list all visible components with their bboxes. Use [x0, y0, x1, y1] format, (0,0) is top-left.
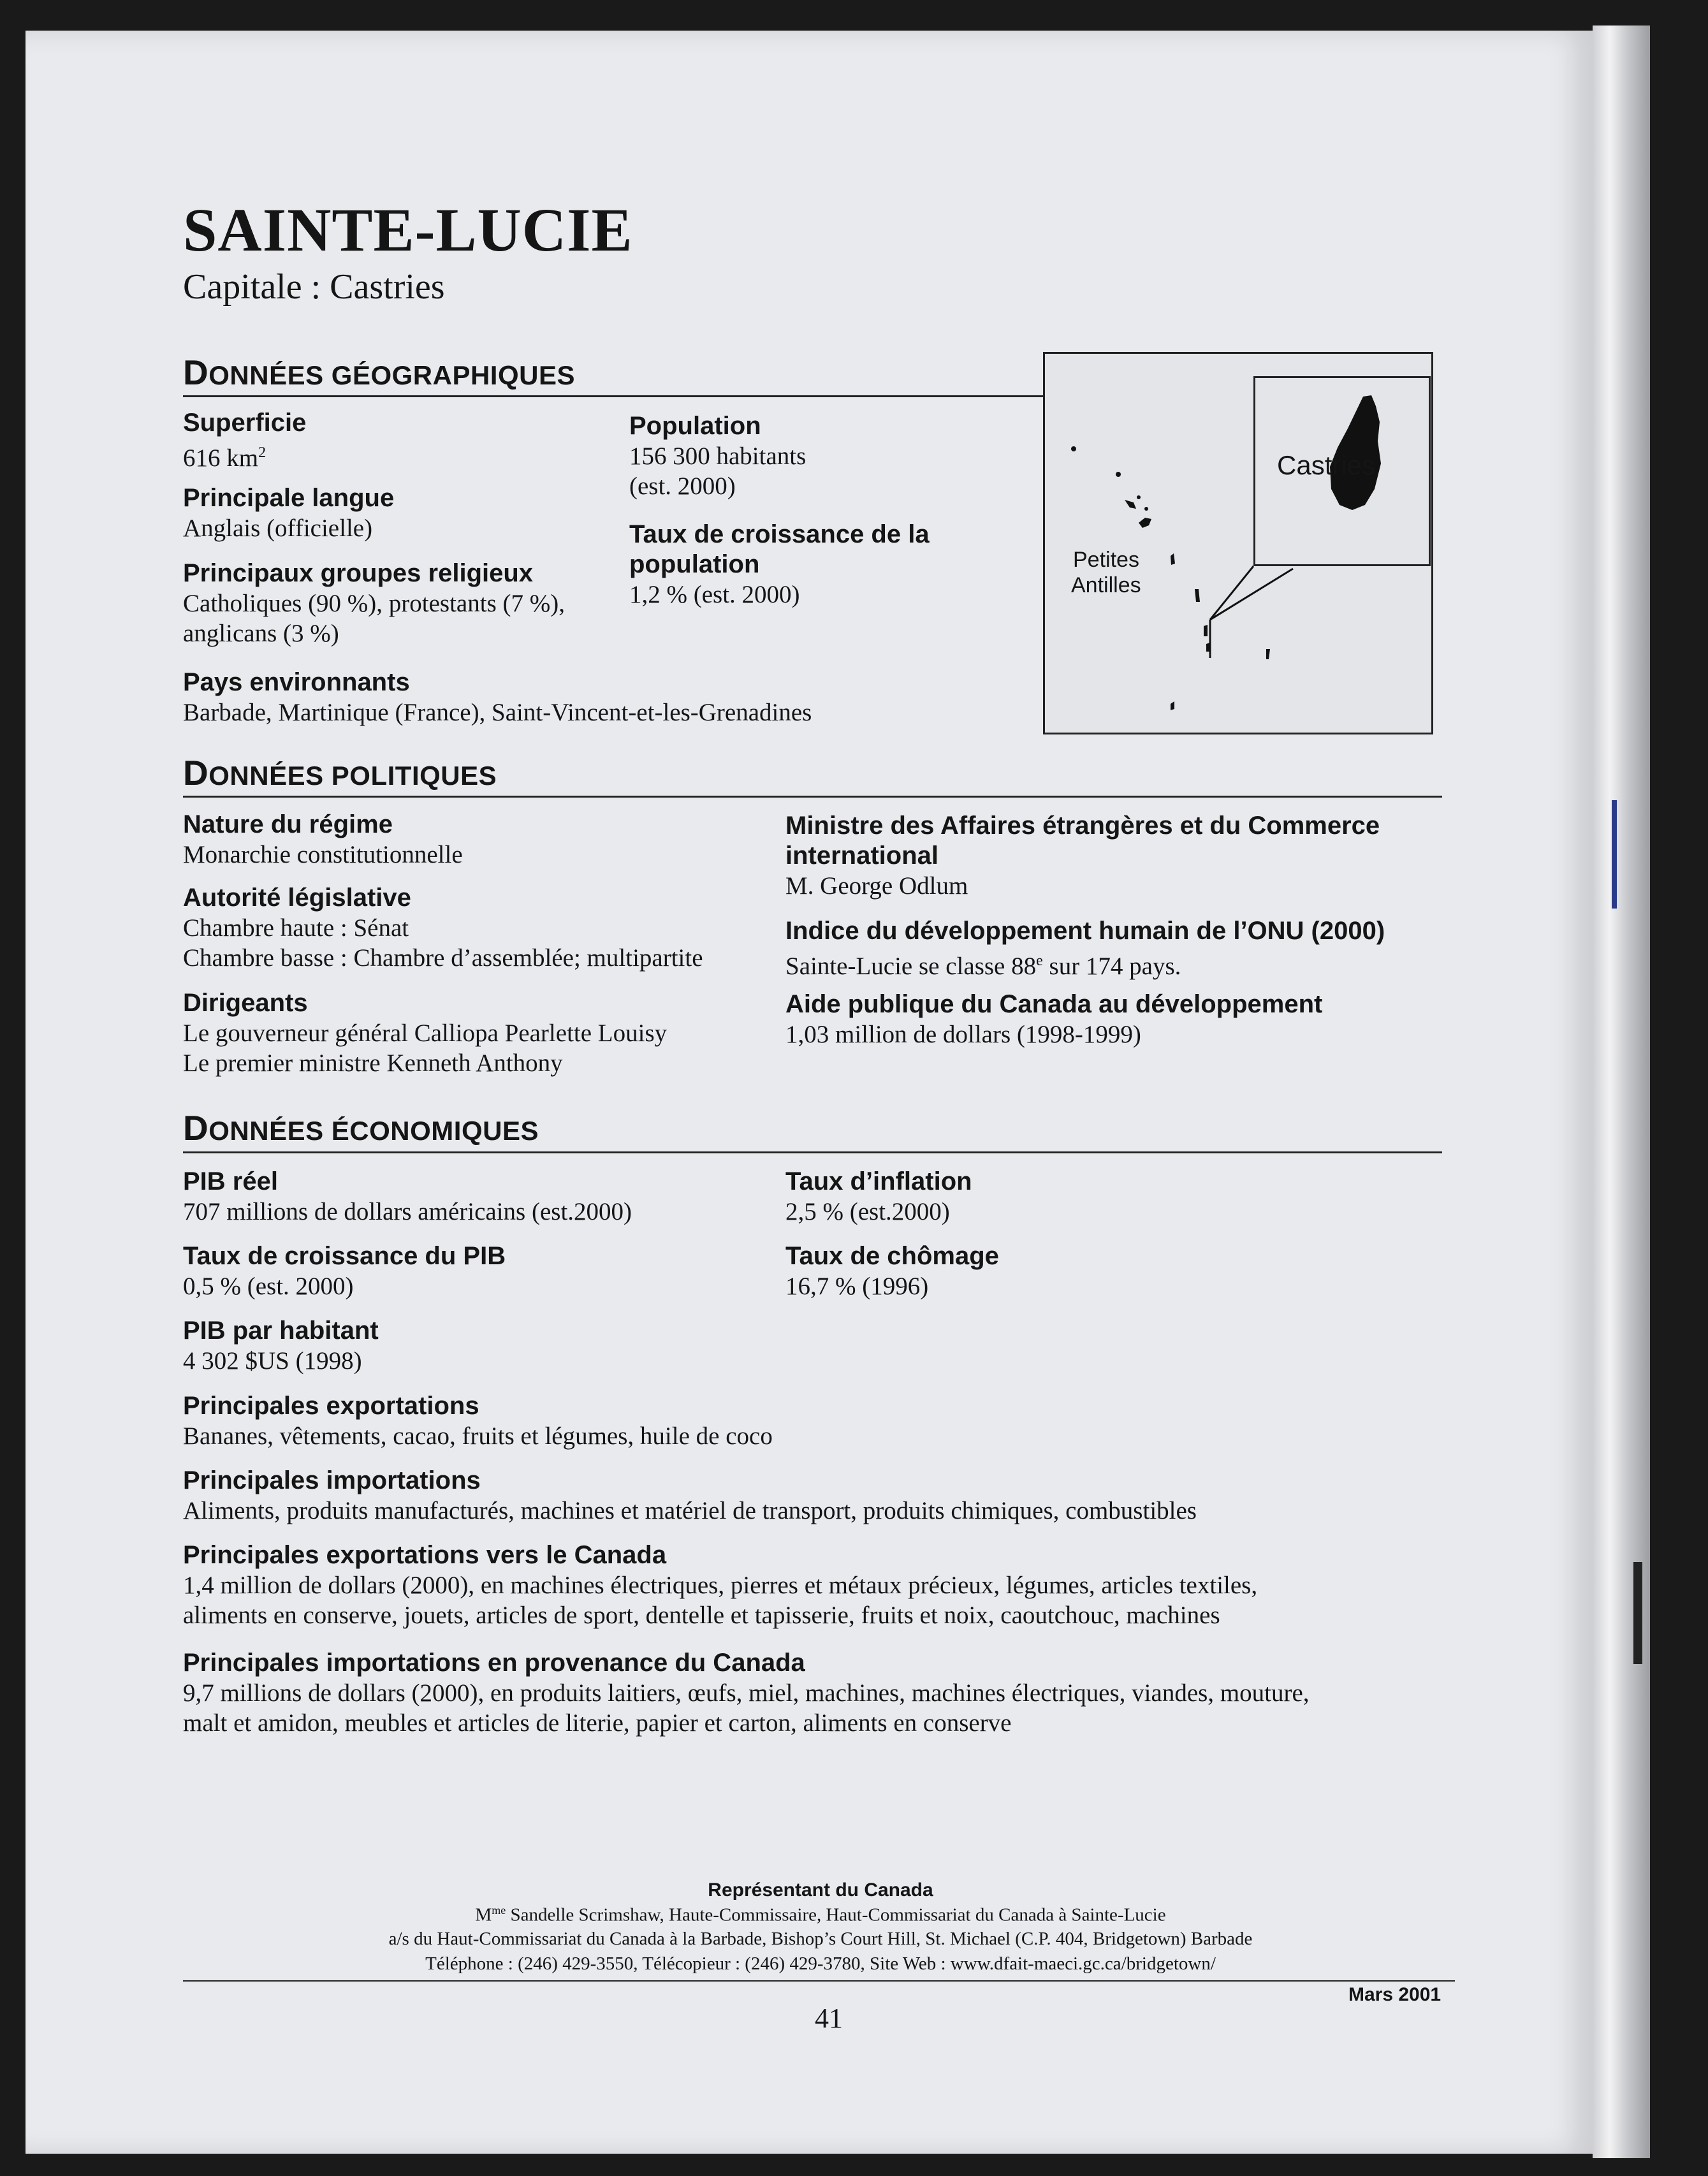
autorite-value-line: Chambre haute : Sénat — [183, 914, 409, 942]
map-label-petites: Petites — [1073, 548, 1139, 572]
regime-label: Nature du régime — [183, 810, 393, 838]
pib-habitant-value: 4 302 $US (1998) — [183, 1347, 362, 1375]
map-label-antilles: Antilles — [1071, 573, 1141, 597]
chomage-label: Taux de chômage — [785, 1242, 999, 1270]
exports-block — [183, 1391, 1445, 1451]
aide-label: Aide publique du Canada au développement — [785, 990, 1323, 1018]
footer-line: Téléphone : (246) 429-3550, Télécopieur : (246) 429-3780, Site Web : www.dfait-maeci.gc.ca/bridgetown/ — [425, 1953, 1216, 1974]
imports-label: Principales importations — [183, 1466, 481, 1494]
pib-habitant-block — [183, 1316, 782, 1376]
langue-block — [183, 483, 617, 543]
exports-canada-label: Principales exportations vers le Canada — [183, 1541, 667, 1569]
document-page — [26, 31, 1593, 2154]
section-rule — [183, 1151, 1442, 1153]
population-label: Population — [629, 412, 761, 440]
chomage-block — [785, 1241, 1442, 1301]
inflation-label: Taux d’inflation — [785, 1167, 972, 1195]
religions-value-line: anglicans (3 %) — [183, 620, 339, 647]
croissance-pib-label: Taux de croissance du PIB — [183, 1242, 506, 1270]
imports-canada-label: Principales importations en provenance du Canada — [183, 1649, 805, 1677]
section-heading-eco: DONNÉES ÉCONOMIQUES — [183, 1108, 539, 1148]
croissance-pop-value: 1,2 % (est. 2000) — [629, 581, 800, 608]
pays-block — [183, 668, 1037, 727]
aide-value: 1,03 million de dollars (1998-1999) — [785, 1021, 1141, 1048]
ministre-label: Ministre des Affaires étrangères et du Commerce — [785, 812, 1380, 840]
section-rule — [183, 395, 1043, 397]
imports-block — [183, 1466, 1445, 1526]
pib-block — [183, 1167, 782, 1227]
ministre-block — [785, 811, 1442, 901]
dirigeants-block — [183, 988, 782, 1078]
page-tab-marker — [1612, 800, 1617, 909]
religions-label: Principaux groupes religieux — [183, 559, 534, 587]
exports-canada-value-line: aliments en conserve, jouets, articles de sport, dentelle et tapisserie, fruits et noix, caoutchouc, machines — [183, 1602, 1220, 1629]
population-value-line: (est. 2000) — [629, 472, 736, 500]
imports-canada-value-line: 9,7 millions de dollars (2000), en produits laitiers, œufs, miel, machines, machines électriques, viandes, mouture, — [183, 1679, 1310, 1707]
pays-value: Barbade, Martinique (France), Saint-Vincent-et-les-Grenadines — [183, 699, 812, 726]
autorite-label: Autorité législative — [183, 884, 411, 912]
pays-label: Pays environnants — [183, 668, 410, 696]
exports-canada-block — [183, 1540, 1452, 1630]
imports-canada-block — [183, 1648, 1452, 1738]
inflation-value: 2,5 % (est.2000) — [785, 1198, 950, 1225]
superficie-block — [183, 408, 617, 473]
ministre-value: M. George Odlum — [785, 872, 968, 900]
langue-label: Principale langue — [183, 484, 395, 512]
pib-value: 707 millions de dollars américains (est.2000) — [183, 1198, 632, 1225]
chomage-value: 16,7 % (1996) — [785, 1273, 929, 1300]
footer-date: Mars 2001 — [1348, 1984, 1442, 2005]
croissance-pop-block — [629, 520, 1012, 610]
footer-heading: Représentant du Canada — [708, 1880, 933, 1901]
regime-block — [183, 810, 782, 870]
exports-value: Bananes, vêtements, cacao, fruits et légumes, huile de coco — [183, 1422, 773, 1450]
religions-value-line: Catholiques (90 %), protestants (7 %), — [183, 590, 565, 617]
section-rule — [183, 796, 1442, 798]
religions-block — [183, 559, 629, 648]
imports-canada-value-line: malt et amidon, meubles et articles de literie, papier et carton, aliments en conserve — [183, 1709, 1012, 1737]
page-title: SAINTE-LUCIE — [183, 196, 633, 264]
imports-value: Aliments, produits manufacturés, machines et matériel de transport, produits chimiques, combustibles — [183, 1497, 1197, 1524]
capital-subtitle: Capitale : Castries — [183, 267, 445, 307]
autorite-value-line: Chambre basse : Chambre d’assemblée; multipartite — [183, 944, 703, 972]
idh-value: Sainte-Lucie se classe 88e sur 174 pays. — [785, 953, 1181, 980]
footer-rule — [183, 1980, 1455, 1982]
footer-line: a/s du Haut-Commissariat du Canada à la Barbade, Bishop’s Court Hill, St. Michael (C.P. 404, Bridgetown) Barbade — [388, 1929, 1253, 1949]
superficie-label: Superficie — [183, 409, 307, 437]
idh-block — [785, 916, 1442, 981]
pib-habitant-label: PIB par habitant — [183, 1317, 379, 1345]
page-tab-marker — [1633, 1562, 1642, 1664]
dirigeants-value-line: Le gouverneur général Calliopa Pearlette Louisy — [183, 1019, 668, 1047]
inflation-block — [785, 1167, 1442, 1227]
regime-value: Monarchie constitutionnelle — [183, 841, 463, 868]
page-number: 41 — [815, 2003, 843, 2034]
footer-line: $M^{me}$ Sandelle Scrimshaw, Haute-Commissaire, Haut-Commissariat du Canada à Sainte-Lucie — [475, 1904, 1166, 1925]
exports-label: Principales exportations — [183, 1392, 479, 1420]
section-heading-geo: DONNÉES GÉOGRAPHIQUES — [183, 353, 575, 392]
section-heading-pol: DONNÉES POLITIQUES — [183, 753, 497, 792]
aide-block — [785, 989, 1442, 1049]
dirigeants-label: Dirigeants — [183, 989, 308, 1017]
population-value-line: 156 300 habitants — [629, 442, 807, 470]
croissance-pop-label: Taux de croissance de la — [629, 520, 930, 548]
superficie-value: 616 $km^2$ — [183, 444, 266, 472]
langue-value: Anglais (officielle) — [183, 515, 373, 542]
map-label-castries: Castries — [1277, 450, 1376, 480]
dirigeants-value-line: Le premier ministre Kenneth Anthony — [183, 1049, 563, 1077]
pib-label: PIB réel — [183, 1167, 278, 1195]
exports-canada-value-line: 1,4 million de dollars (2000), en machines électriques, pierres et métaux précieux, légumes, articles textiles, — [183, 1572, 1258, 1599]
population-block — [629, 411, 1012, 501]
idh-label: Indice du développement humain de l’ONU (2000) — [785, 917, 1385, 945]
page-edge — [1593, 26, 1650, 2158]
croissance-pib-block — [183, 1241, 782, 1301]
autorite-block — [183, 883, 782, 973]
croissance-pib-value: 0,5 % (est. 2000) — [183, 1273, 354, 1300]
croissance-pop-label: population — [629, 550, 760, 578]
ministre-label: international — [785, 842, 939, 870]
map-graphic — [1043, 352, 1433, 734]
